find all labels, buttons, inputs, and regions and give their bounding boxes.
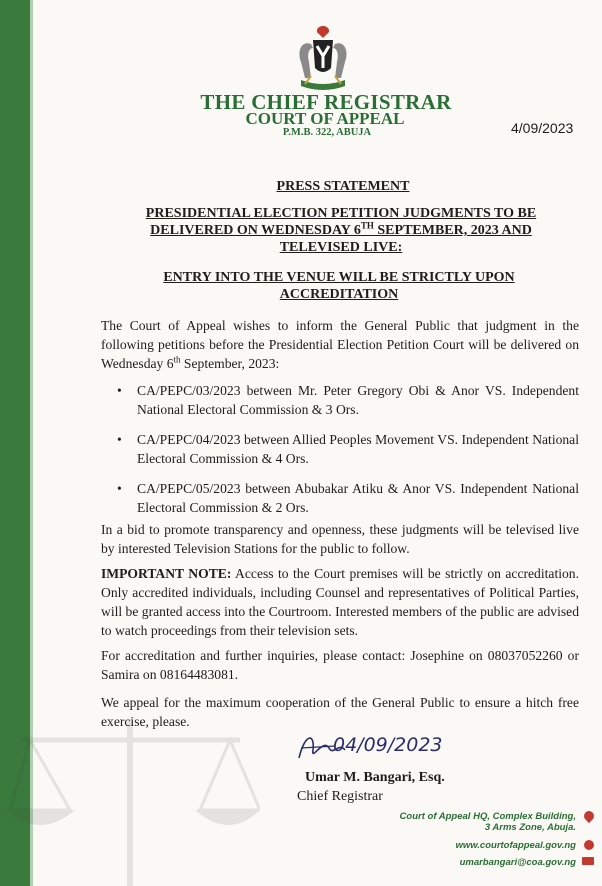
transparency-paragraph: In a bid to promote transparency and openness, these judgments will be televised live by interested Television Stations for the public to follow.	[101, 522, 579, 556]
intro-text-a: The Court of Appeal wishes to inform the General Public that judgment in the following petitions before the Presidential Election Petition Court will be delivered on Wednesday 6	[101, 318, 579, 371]
presidential-judgment-heading	[129, 205, 553, 256]
heading-line-2a: DELIVERED ON WEDNESDAY 6	[150, 223, 361, 238]
footer-website[interactable]: www.courtofappeal.gov.ng	[455, 840, 576, 851]
bullet-icon: •	[117, 481, 122, 496]
registrar-title: THE CHIEF REGISTRAR	[200, 90, 452, 114]
signer-name: Umar M. Bangari, Esq.	[305, 770, 445, 785]
petition-list	[101, 381, 579, 528]
press-statement-page	[33, 0, 602, 886]
heading-line-3: TELEVISED LIVE:	[279, 240, 403, 255]
appeal-paragraph: We appeal for the maximum cooperation of the General Public to ensure a hitch free exercise, please.	[101, 695, 579, 729]
globe-icon	[584, 840, 594, 850]
document-date: 4/09/2023	[511, 120, 574, 136]
bullet-icon: •	[117, 432, 122, 447]
entry-accreditation-heading	[137, 269, 541, 303]
entry-line-1: ENTRY INTO THE VENUE WILL BE STRICTLY UPON	[163, 270, 515, 285]
intro-superscript: th	[173, 354, 181, 365]
intro-text-b: September, 2023:	[180, 356, 280, 371]
important-note-label: IMPORTANT NOTE:	[101, 566, 232, 581]
press-statement-heading: PRESS STATEMENT	[276, 179, 410, 194]
important-note-paragraph	[101, 564, 579, 640]
intro-paragraph	[101, 316, 579, 373]
petition-text: CA/PEPC/05/2023 between Abubakar Atiku & Anor VS. Independent National Electoral Commission & 2 Ors.	[137, 481, 579, 515]
petition-item	[101, 381, 579, 419]
heading-line-1: PRESIDENTIAL ELECTION PETITION JUDGMENTS TO BE	[145, 206, 537, 221]
petition-item	[101, 479, 579, 517]
heading-line-2b: SEPTEMBER, 2023 AND	[373, 223, 532, 238]
petition-item	[101, 430, 579, 468]
handwritten-date: 04/09/2023	[333, 734, 443, 756]
entry-line-2: ACCREDITATION	[279, 287, 399, 302]
petition-text: CA/PEPC/04/2023 between Allied Peoples Movement VS. Independent National Electoral Commission & 4 Ors.	[137, 432, 579, 466]
important-note-text: Access to the Court premises will be strictly on accreditation. Only accredited individuals, including Counsel and representatives of Political Parties, will be granted access into the Courtroom. Interested members of the public are advised to watch proceedings from their television sets.	[101, 566, 579, 638]
postal-address: P.M.B. 322, ABUJA	[282, 127, 372, 138]
petition-text: CA/PEPC/03/2023 between Mr. Peter Gregory Obi & Anor VS. Independent National Electoral Commission & 3 Ors.	[137, 383, 579, 417]
signer-role: Chief Registrar	[297, 789, 383, 804]
footer-email[interactable]: umarbangari@coa.gov.ng	[459, 857, 576, 868]
mail-icon	[582, 857, 594, 865]
nigeria-coat-of-arms-icon	[291, 22, 355, 94]
bullet-icon: •	[117, 383, 122, 398]
contact-paragraph: For accreditation and further inquiries, please contact: Josephine on 08037052260 or Samira on 08164483081.	[101, 648, 579, 682]
heading-line-2-superscript: TH	[360, 220, 374, 231]
footer-address-line-1: Court of Appeal HQ, Complex Building,	[399, 811, 576, 822]
footer-address-line-2: 3 Arms Zone, Abuja.	[484, 822, 576, 833]
court-name: COURT OF APPEAL	[245, 109, 405, 128]
location-pin-icon	[582, 809, 596, 823]
